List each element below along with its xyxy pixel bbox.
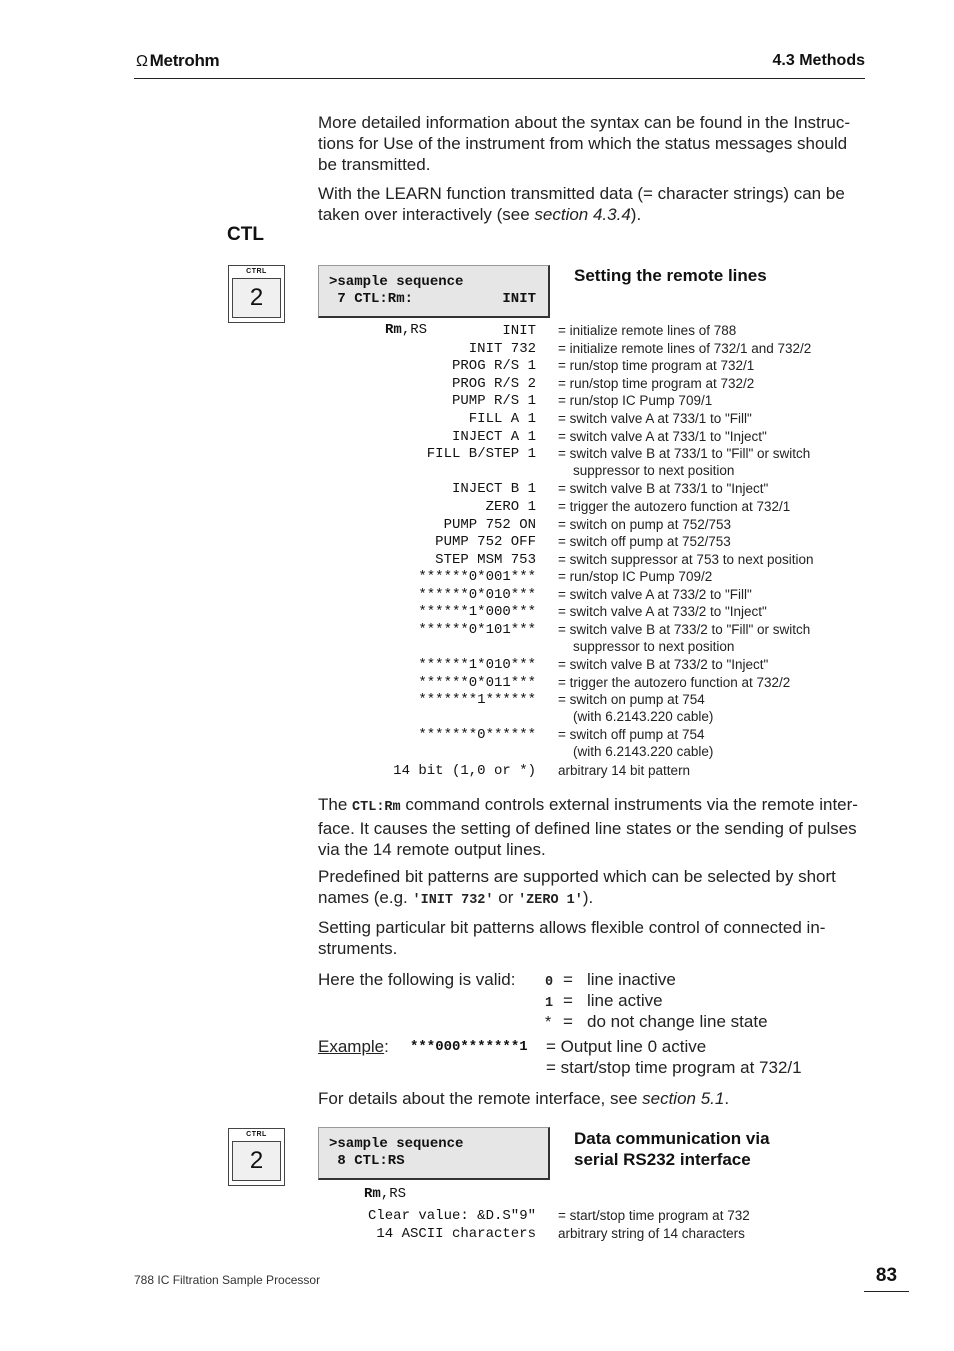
valid-item bbox=[545, 969, 768, 990]
remote-command: ******1*010*** bbox=[418, 657, 536, 673]
lcd-line-1: >sample sequence bbox=[329, 1136, 464, 1152]
valid-symbol: * bbox=[545, 1014, 552, 1031]
section-title: 4.3 Methods bbox=[772, 52, 865, 69]
description-text: = switch valve A at 733/2 to "Fill" bbox=[558, 587, 752, 602]
text: . bbox=[724, 1089, 730, 1108]
ctl-heading: CTL bbox=[227, 224, 264, 245]
intro-paragraph-2 bbox=[318, 183, 845, 225]
remote-command: PROG R/S 1 bbox=[451, 358, 536, 374]
remote-description bbox=[558, 762, 690, 779]
remote-description bbox=[558, 428, 767, 445]
key-label: CTRL bbox=[246, 268, 267, 275]
valid-list bbox=[545, 969, 768, 1032]
intro-paragraph-1 bbox=[318, 112, 850, 175]
lcd-display bbox=[318, 265, 550, 318]
remote-command: PUMP 752 OFF bbox=[435, 534, 536, 550]
description-text: = run/stop IC Pump 709/1 bbox=[558, 393, 713, 408]
remote-lines-heading: Setting the remote lines bbox=[574, 266, 767, 285]
valid-symbol: 1 bbox=[545, 996, 554, 1011]
valid-item bbox=[545, 990, 768, 1011]
text: The bbox=[318, 795, 353, 814]
rs232-heading bbox=[574, 1128, 770, 1170]
valid-label: Here the following is valid: bbox=[318, 970, 516, 989]
rs-description: = start/stop time program at 732 bbox=[558, 1208, 750, 1223]
text: taken over interactively (see bbox=[318, 205, 535, 224]
description-text: = switch valve B at 733/2 to "Fill" or switch bbox=[558, 622, 811, 637]
flexible-control-paragraph bbox=[318, 917, 825, 959]
remote-description bbox=[558, 445, 810, 479]
param-bold: Rm bbox=[385, 322, 402, 338]
remote-description bbox=[558, 691, 713, 725]
text: For details about the remote interface, see bbox=[318, 1089, 643, 1108]
remote-command: FILL B/STEP 1 bbox=[426, 446, 536, 462]
description-text: = switch off pump at 754 bbox=[558, 727, 705, 742]
text: or bbox=[493, 888, 519, 907]
section-reference: section 4.3.4 bbox=[534, 205, 631, 224]
remote-description bbox=[558, 603, 767, 620]
intro-line: More detailed information about the syntax can be found in the Instruc- bbox=[318, 113, 851, 132]
remote-command: 14 bit (1,0 or *) bbox=[393, 763, 536, 779]
description-text: = initialize remote lines of 788 bbox=[558, 323, 737, 338]
rs-description: arbitrary string of 14 characters bbox=[558, 1226, 745, 1241]
text-line: via the 14 remote output lines. bbox=[318, 840, 546, 859]
description-text: = switch valve A at 733/1 to "Fill" bbox=[558, 411, 752, 426]
text-line: Setting particular bit patterns allows flexible control of connected in- bbox=[318, 918, 826, 937]
remote-command: INIT bbox=[502, 323, 536, 339]
header-rule bbox=[134, 78, 865, 79]
description-text: = switch on pump at 752/753 bbox=[558, 517, 731, 532]
valid-text: do not change line state bbox=[587, 1012, 768, 1031]
remote-command: ******0*011*** bbox=[418, 675, 536, 691]
valid-text: line inactive bbox=[587, 970, 676, 989]
remote-description bbox=[558, 480, 768, 497]
param-rest: ,RS bbox=[380, 1186, 407, 1202]
ctrl-key-icon bbox=[228, 1128, 285, 1186]
page-number: 83 bbox=[875, 1265, 898, 1286]
remote-description bbox=[558, 726, 713, 760]
intro-line: With the LEARN function transmitted data (= character strings) can be bbox=[318, 184, 845, 203]
text: ). bbox=[582, 888, 594, 907]
intro-line: be transmitted. bbox=[318, 155, 431, 174]
description-continuation: (with 6.2143.220 cable) bbox=[573, 744, 714, 759]
ctl-rm-paragraph bbox=[318, 794, 858, 860]
remote-description bbox=[558, 357, 754, 374]
key-face: 2 bbox=[232, 1141, 281, 1181]
key-label: CTRL bbox=[246, 1131, 267, 1138]
remote-description bbox=[558, 410, 752, 427]
example-code: 'INIT 732' bbox=[412, 893, 494, 908]
description-continuation: (with 6.2143.220 cable) bbox=[573, 709, 714, 724]
remote-command: ******0*001*** bbox=[418, 569, 536, 585]
text: names (e.g. bbox=[318, 888, 413, 907]
remote-description bbox=[558, 322, 736, 339]
intro-line: tions for Use of the instrument from which the status messages should bbox=[318, 134, 848, 153]
remote-command: *******1****** bbox=[418, 692, 536, 708]
details-paragraph bbox=[318, 1088, 729, 1109]
remote-command: ******0*101*** bbox=[418, 622, 536, 638]
param-bold: Rm bbox=[364, 1186, 381, 1202]
remote-description bbox=[558, 516, 731, 533]
ctrl-key-icon bbox=[228, 265, 285, 323]
valid-eq: = bbox=[563, 970, 573, 989]
description-text: arbitrary 14 bit pattern bbox=[558, 763, 691, 778]
remote-command: INJECT B 1 bbox=[451, 481, 536, 497]
remote-description bbox=[558, 340, 811, 357]
lcd-display bbox=[318, 1127, 550, 1180]
brand-logo bbox=[136, 51, 219, 71]
remote-description bbox=[558, 498, 790, 515]
example-code: 'ZERO 1' bbox=[518, 893, 583, 908]
key-face: 2 bbox=[232, 278, 281, 318]
remote-command: FILL A 1 bbox=[468, 411, 536, 427]
remote-description bbox=[558, 568, 712, 585]
description-text: = switch valve B at 733/1 to "Fill" or switch bbox=[558, 446, 811, 461]
remote-description bbox=[558, 621, 810, 655]
heading-line: serial RS232 interface bbox=[574, 1150, 751, 1169]
rs-command: Clear value: &D.S"9" bbox=[367, 1208, 536, 1224]
text-line: face. It causes the setting of defined line states or the sending of pulses bbox=[318, 819, 857, 838]
example-label bbox=[318, 1036, 389, 1057]
description-text: = switch suppressor at 753 to next position bbox=[558, 552, 814, 567]
remote-description bbox=[558, 375, 754, 392]
section-reference: section 5.1 bbox=[642, 1089, 725, 1108]
description-text: = switch off pump at 752/753 bbox=[558, 534, 731, 549]
valid-eq: = bbox=[563, 1012, 573, 1031]
text-line: = start/stop time program at 732/1 bbox=[546, 1058, 802, 1077]
description-continuation: suppressor to next position bbox=[573, 463, 735, 478]
remote-command: PUMP R/S 1 bbox=[451, 393, 536, 409]
page-number-rule bbox=[864, 1291, 909, 1292]
remote-description bbox=[558, 656, 768, 673]
text-line: Predefined bit patterns are supported which can be selected by short bbox=[318, 867, 836, 886]
valid-text: line active bbox=[587, 991, 663, 1010]
remote-command: PROG R/S 2 bbox=[451, 376, 536, 392]
remote-command: ******1*000*** bbox=[418, 604, 536, 620]
lcd-line-2: 7 CTL:Rm: bbox=[329, 291, 414, 307]
remote-command: ******0*010*** bbox=[418, 587, 536, 603]
rs-command: 14 ASCII characters bbox=[376, 1226, 536, 1242]
example-result bbox=[546, 1036, 802, 1078]
description-continuation: suppressor to next position bbox=[573, 639, 735, 654]
remote-command: STEP MSM 753 bbox=[435, 552, 536, 568]
text-line bbox=[318, 887, 836, 911]
remote-description bbox=[558, 586, 752, 603]
text: command controls external instruments via the remote inter- bbox=[400, 795, 858, 814]
footer-title: 788 IC Filtration Sample Processor bbox=[134, 1273, 321, 1287]
remote-command: INIT 732 bbox=[468, 341, 536, 357]
param-rest: ,RS bbox=[401, 322, 428, 338]
remote-command: PUMP 752 ON bbox=[443, 517, 536, 533]
text: : bbox=[384, 1037, 389, 1056]
description-text: = switch on pump at 754 bbox=[558, 692, 705, 707]
description-text: = run/stop time program at 732/1 bbox=[558, 358, 755, 373]
description-text: = trigger the autozero function at 732/1 bbox=[558, 499, 791, 514]
description-text: = switch valve B at 733/2 to "Inject" bbox=[558, 657, 769, 672]
remote-description bbox=[558, 533, 731, 550]
example-word: Example bbox=[318, 1037, 385, 1056]
remote-command: *******0****** bbox=[418, 727, 536, 743]
example-pattern: ***000*******1 bbox=[410, 1039, 528, 1055]
remote-description bbox=[558, 392, 712, 409]
text-line: = Output line 0 active bbox=[546, 1037, 707, 1056]
text: ). bbox=[630, 205, 642, 224]
remote-description bbox=[558, 674, 790, 691]
remote-command: INJECT A 1 bbox=[451, 429, 536, 445]
intro-line bbox=[318, 204, 845, 225]
remote-description bbox=[558, 551, 814, 568]
description-text: = run/stop time program at 732/2 bbox=[558, 376, 755, 391]
description-text: = trigger the autozero function at 732/2 bbox=[558, 675, 791, 690]
lcd-line-2: 8 CTL:RS bbox=[329, 1153, 405, 1169]
lcd-value: INIT bbox=[502, 291, 536, 307]
valid-symbol: 0 bbox=[545, 975, 554, 990]
valid-eq: = bbox=[563, 991, 573, 1010]
heading-line: Data communication via bbox=[574, 1129, 770, 1148]
remote-command: ZERO 1 bbox=[485, 499, 536, 515]
description-text: = switch valve B at 733/1 to "Inject" bbox=[558, 481, 769, 496]
description-text: = initialize remote lines of 732/1 and 732/2 bbox=[558, 341, 812, 356]
description-text: = run/stop IC Pump 709/2 bbox=[558, 569, 713, 584]
omega-icon: Ω bbox=[136, 53, 148, 70]
brand-name: Metrohm bbox=[149, 51, 220, 70]
param-label bbox=[364, 1186, 406, 1202]
command-code: CTL:Rm bbox=[352, 800, 401, 815]
description-text: = switch valve A at 733/1 to "Inject" bbox=[558, 429, 767, 444]
text-line bbox=[318, 794, 858, 818]
lcd-line-1: >sample sequence bbox=[329, 274, 464, 290]
text-line: struments. bbox=[318, 939, 398, 958]
description-text: = switch valve A at 733/2 to "Inject" bbox=[558, 604, 767, 619]
valid-item bbox=[545, 1011, 768, 1032]
bit-pattern-paragraph bbox=[318, 866, 836, 911]
